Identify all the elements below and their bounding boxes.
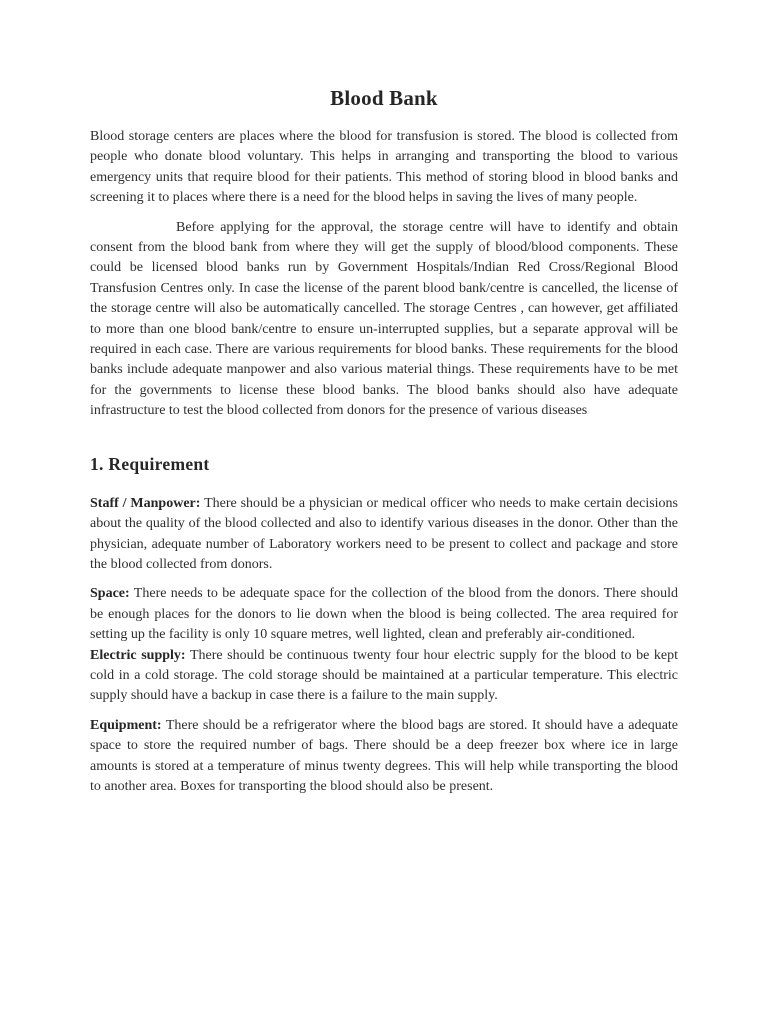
intro-paragraph: Blood storage centers are places where the blood for transfusion is stored. The blood is collected from people who donate blood voluntary. This helps in arranging and transporting the blood to various emergency units that require blood for their patients. This method of storing blood in blood banks and screening it to places where there is a need for the blood helps in saving the lives of many people.	[90, 129, 678, 206]
staff-manpower-paragraph	[90, 494, 678, 576]
staff-manpower-label: Staff / Manpower:	[90, 495, 201, 511]
electric-supply-text: There should be continuous twenty four hour electric supply for the blood to be kept cold in a cold storage. The cold storage should be maintained at a particular temperature. This electric supply should have a backup in case there is a failure to the main supply.	[90, 647, 678, 704]
space-text: There needs to be adequate space for the collection of the blood from the donors. There should be enough places for the donors to lie down when the blood is being collected. The area required for setting up the facility is only 10 square metres, well lighted, clean and preferably air-conditioned.	[90, 586, 678, 643]
electric-supply-paragraph	[90, 646, 678, 707]
equipment-paragraph	[90, 716, 678, 798]
requirement-section-heading: 1. Requirement	[90, 453, 210, 474]
document-title: Blood Bank	[330, 86, 438, 110]
space-label: Space:	[90, 586, 130, 602]
equipment-label: Equipment:	[90, 717, 162, 733]
space-paragraph	[90, 584, 678, 645]
staff-manpower-text: There should be a physician or medical officer who needs to make certain decisions about the quality of the blood collected and also to identify various diseases in the donor. Other than the physician, adequate number of Laboratory workers need to be present to collect and package and store the blood collected from donors.	[90, 495, 679, 572]
electric-supply-label: Electric supply:	[90, 647, 186, 663]
equipment-text: There should be a refrigerator where the blood bags are stored. It should have a adequate space to store the required number of bags. There should be a deep freezer box where ice in large amounts is stored at a temperature of minus twenty degrees. This will help while transporting the blood to another area. Boxes for transporting the blood should also be present.	[90, 717, 679, 794]
approval-paragraph: Before applying for the approval, the storage centre will have to identify and obtain consent from the blood bank from where they will get the supply of blood/blood components. These could be licensed blood banks run by Government Hospitals/Indian Red Cross/Regional Blood Transfusion Centres only. In case the license of the parent blood bank/centre is cancelled, the license of the storage centre will also be automatically cancelled. The storage Centres , can however, get affiliated to more than one blood bank/centre to ensure un-interrupted supplies, but a separate approval will be required in each case. There are various requirements for blood banks. These requirements for the blood banks include adequate manpower and also various material things. These requirements have to be met for the governments to license these blood banks. The blood banks should also have adequate infrastructure to test the blood collected from donors for the presence of various diseases	[90, 219, 678, 419]
